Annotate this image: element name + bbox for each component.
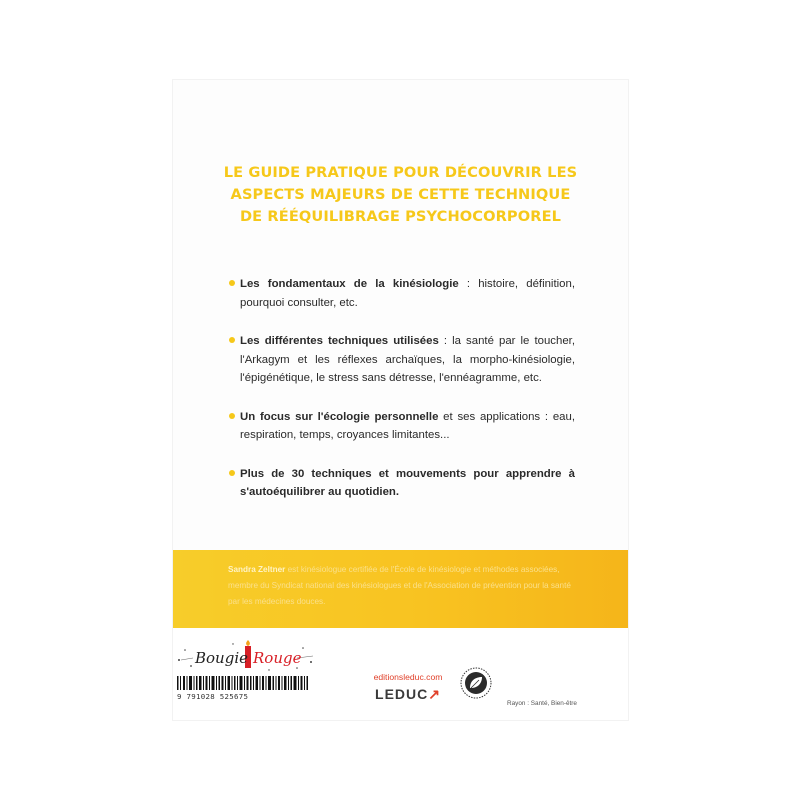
leaf-icon [459,666,493,700]
headline-line-2: ASPECTS MAJEURS DE CETTE TECHNIQUE [230,186,571,203]
rayon-label: Rayon : Santé, Bien-être [507,700,577,707]
bougie-rouge-logo [173,636,320,676]
headline-line-3: DE RÉÉQUILIBRAGE PSYCHOCORPOREL [239,208,562,225]
barcode-number: 9 791028 525675 [177,692,249,701]
bullet-bold: Un focus sur l'écologie personnelle [240,410,439,423]
author-bio [228,562,583,610]
headline-line-1: LE GUIDE PRATIQUE POUR DÉCOUVRIR LES [223,164,578,181]
bullet-item [230,332,575,388]
book-back-cover [173,80,628,720]
logo-text-bougie: Bougie [195,649,248,667]
bullet-bold: Plus de 30 techniques et mouvements pour apprendre à s'autoéquilibrer au quotidien. [240,467,575,498]
bullet-item [230,465,575,502]
bullet-text: : histoire, définition, pourquoi consulter, etc. [240,278,575,309]
author-name: Sandra Zeltner [228,565,286,574]
publisher-logo [363,686,453,703]
author-bio-text: est kinésiologue certifiée de l'École de kinésiologie et méthodes associées, membre du Syndicat national des kinésiologues et de l'Association de prévention pour la santé par les médecines douces. [228,565,571,606]
author-band [173,550,628,628]
publisher [363,672,453,703]
bullet-item [230,408,575,445]
bullet-text: : la santé par le toucher, l'Arkagym et les réflexes archaïques, la morpho-kinésiologie, l'épigénétique, le stress sans détresse, l'ennéagramme, etc. [240,335,575,384]
bullet-list [230,275,575,522]
bullet-item [230,275,575,312]
headline [193,162,608,228]
publisher-name: LEDUC [375,686,429,702]
logo-text-rouge: Rouge [253,649,302,667]
bullet-text: et ses applications : eau, respiration, temps, croyances limitantes... [240,410,575,441]
bullet-bold: Les fondamentaux de la kinésiologie [240,278,459,290]
publisher-url: editionsleduc.com [373,672,443,682]
arrow-icon: ↗ [428,686,441,702]
bullet-bold: Les différentes techniques utilisées [240,335,439,347]
